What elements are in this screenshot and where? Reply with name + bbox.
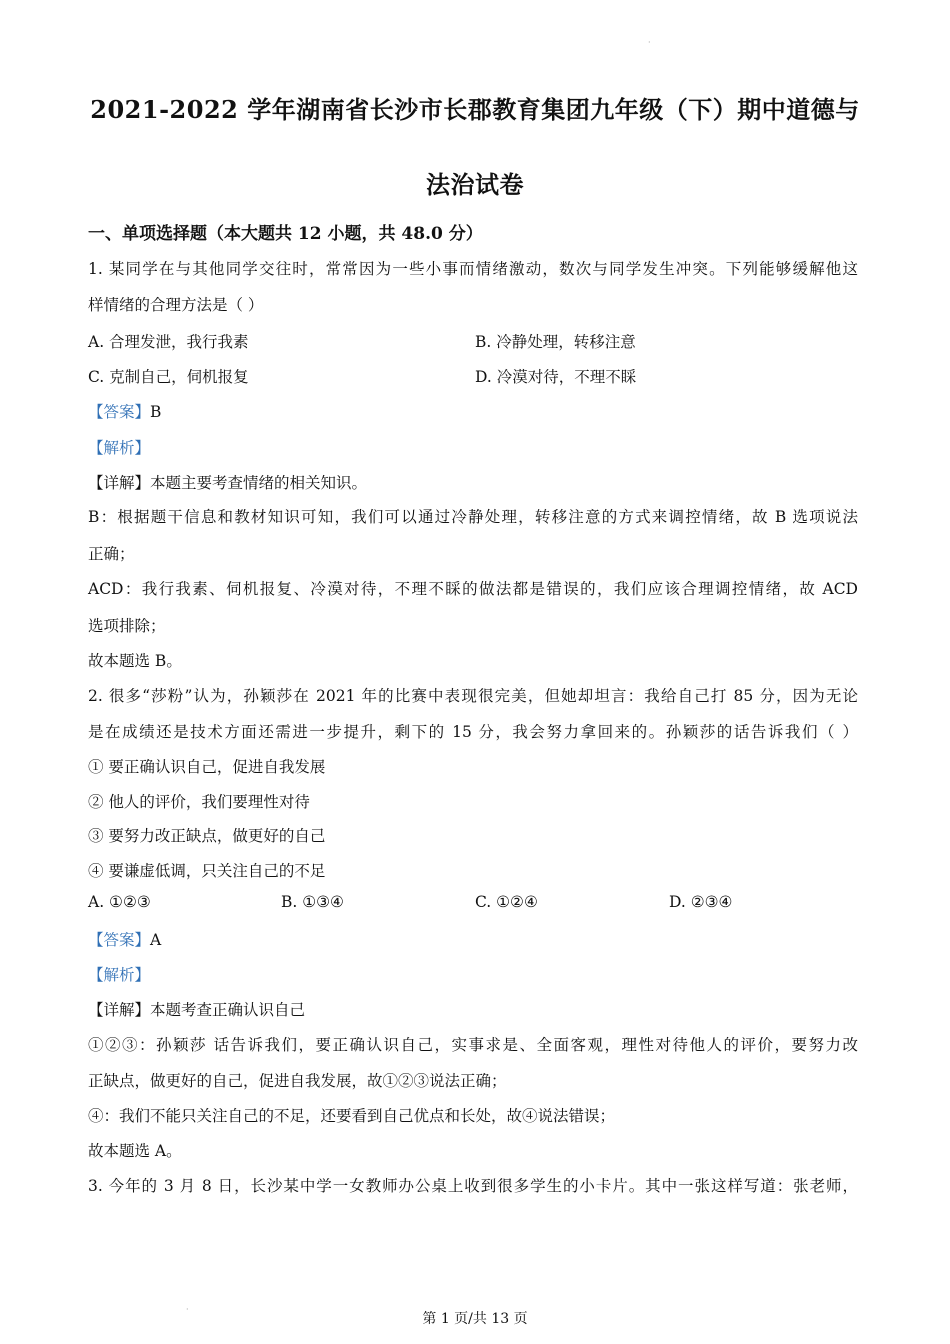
q2-statement-4: ④ 要谦虚低调，只关注自己的不足: [88, 862, 326, 880]
q2-stem-cont: 是在成绩还是技术方面还需进一步提升，剩下的 15 分，我会努力拿回来的。孙颖莎的话告诉我们（ ）: [88, 723, 858, 741]
scan-mark: ·: [186, 1305, 189, 1314]
q2-conclusion: 故本题选 A。: [88, 1142, 182, 1160]
q2-statement-1: ① 要正确认识自己，促进自我发展: [88, 758, 326, 776]
q2-stem: 2. 很多“莎粉”认为，孙颖莎在 2021 年的比赛中表现很完美，但她却坦言：我给自己打 85 分，因为无论: [88, 687, 858, 705]
q2-analysis-label: 【解析】: [88, 966, 151, 984]
q2-statement-2: ② 他人的评价，我们要理性对待: [88, 793, 310, 811]
detail-text: 本题主要考查情绪的相关知识。: [150, 474, 368, 492]
answer-label: 【答案】: [88, 931, 151, 949]
q1-option-c: C. 克制自己，伺机报复: [88, 368, 249, 386]
answer-label: 【答案】: [88, 403, 151, 421]
q1-explanation-2: ACD：我行我素、伺机报复、冷漠对待，不理不睬的做法都是错误的，我们应该合理调控情绪，故 ACD: [88, 580, 858, 598]
answer-value: B: [150, 403, 162, 421]
q3-stem: 3. 今年的 3 月 8 日，长沙某中学一女教师办公桌上收到很多学生的小卡片。其中一张这样写道：张老师，: [88, 1177, 858, 1195]
q2-option-c: C. ①②④: [475, 893, 538, 911]
q2-detail: [88, 998, 305, 1020]
scan-mark: ·: [648, 38, 651, 47]
q2-explanation-1-cont: 正缺点，做更好的自己，促进自我发展，故①②③说法正确；: [88, 1072, 507, 1090]
q1-detail: [88, 471, 367, 493]
q2-option-b: B. ①③④: [281, 893, 344, 911]
detail-text: 本题考查正确认识自己: [150, 1001, 306, 1019]
page-number: 第 1 页/共 13 页: [422, 1311, 528, 1327]
q1-stem-cont: 样情绪的合理方法是（ ）: [88, 296, 264, 314]
q1-explanation-1: B：根据题干信息和教材知识可知，我们可以通过冷静处理，转移注意的方式来调控情绪，故 B 选项说法: [88, 508, 858, 526]
q1-analysis-label: 【解析】: [88, 439, 151, 457]
q2-option-d: D. ②③④: [669, 893, 733, 911]
q1-option-b: B. 冷静处理，转移注意: [475, 333, 636, 351]
q1-explanation-1-cont: 正确；: [88, 545, 135, 563]
answer-value: A: [150, 931, 162, 949]
q1-conclusion: 故本题选 B。: [88, 652, 182, 670]
q1-option-a: A. 合理发泄，我行我素: [88, 333, 249, 351]
q2-explanation-1: ①②③：孙颖莎 话告诉我们，要正确认识自己，实事求是、全面客观，理性对待他人的评价，要努力改: [88, 1036, 858, 1054]
q2-explanation-2: ④：我们不能只关注自己的不足，还要看到自己优点和长处，故④说法错误；: [88, 1107, 616, 1125]
q1-stem: 1. 某同学在与其他同学交往时，常常因为一些小事而情绪激动，数次与同学发生冲突。下列能够缓解他这: [88, 260, 858, 278]
q1-option-d: D. 冷漠对待，不理不睬: [475, 368, 637, 386]
q1-answer: [88, 400, 161, 422]
page-title: 2021-2022 学年湖南省长沙市长郡教育集团九年级（下）期中道德与: [90, 95, 860, 124]
q2-option-a: A. ①②③: [88, 893, 151, 911]
section-heading: 一、单项选择题（本大题共 12 小题，共 48.0 分）: [88, 224, 483, 244]
detail-label: 【详解】: [88, 1001, 151, 1019]
detail-label: 【详解】: [88, 474, 151, 492]
q2-answer: [88, 928, 161, 950]
page-title-continued: 法治试卷: [426, 170, 524, 199]
q1-explanation-2-cont: 选项排除；: [88, 617, 166, 635]
q2-statement-3: ③ 要努力改正缺点，做更好的自己: [88, 827, 326, 845]
